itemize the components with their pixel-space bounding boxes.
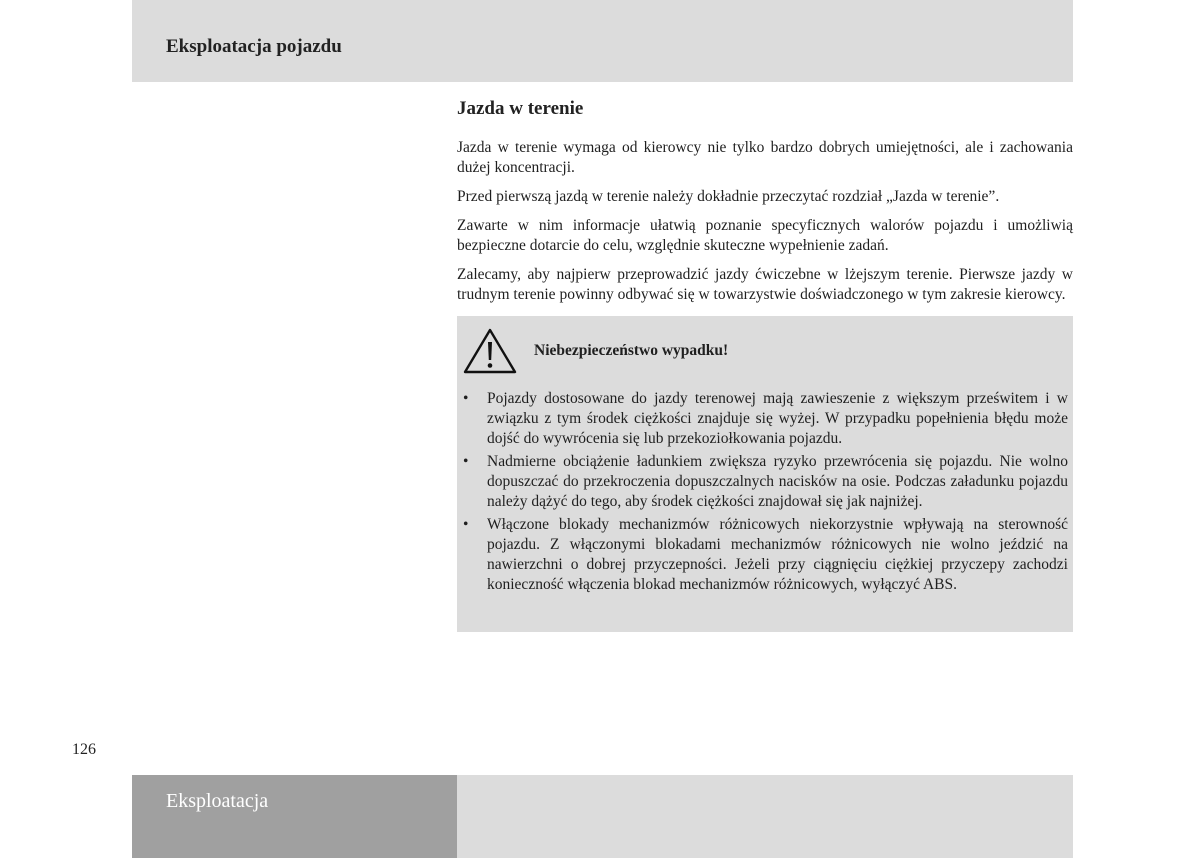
warning-box: [457, 316, 1073, 632]
paragraph: Zalecamy, aby najpierw przeprowadzić jazdy ćwiczebne w lżejszym terenie. Pierwsze jazdy w trudnym terenie powinny odbywać się w towarzystwie doświadczonego w tym zakresie kierowcy.: [457, 266, 1073, 303]
list-item: [462, 452, 1068, 512]
warning-header: [462, 326, 1068, 376]
warning-title: Niebezpieczeństwo wypadku!: [534, 342, 729, 359]
main-content: [457, 96, 1073, 632]
footer-band: [457, 775, 1073, 858]
header-title: Eksploatacja pojazdu: [166, 36, 342, 57]
list-item-text: Pojazdy dostosowane do jazdy terenowej mają zawieszenie z większym prześwitem i w związku z tym środek ciężkości znajduje się wyżej. W przypadku popełnienia błędu może dojść do wywrócenia się lub przekoziołkowania pojazdu.: [487, 390, 1068, 447]
bullet: •: [463, 390, 469, 407]
footer-section-tab: [132, 775, 457, 858]
bullet: •: [463, 453, 469, 470]
list-item: [462, 389, 1068, 449]
paragraph: Zawarte w nim informacje ułatwią poznanie specyficznych walorów pojazdu i umożliwią bezpieczne dotarcie do celu, względnie skuteczne wypełnienie zadań.: [457, 217, 1073, 254]
section-title: Jazda w terenie: [457, 98, 584, 119]
paragraph: Przed pierwszą jazdą w terenie należy dokładnie przeczytać rozdział „Jazda w terenie”.: [457, 188, 1000, 205]
footer-section-label: Eksploatacja: [166, 790, 269, 812]
paragraph: Jazda w terenie wymaga od kierowcy nie tylko bardzo dobrych umiejętności, ale i zachowania dużej koncentracji.: [457, 139, 1073, 176]
page-number: 126: [72, 741, 96, 758]
warning-list: [462, 389, 1068, 595]
bullet: •: [463, 516, 469, 533]
list-item: [462, 515, 1068, 595]
header-band: [132, 0, 1073, 82]
warning-triangle-icon: [462, 327, 518, 375]
list-item-text: Nadmierne obciążenie ładunkiem zwiększa ryzyko przewrócenia się pojazdu. Nie wolno dopuszczać do przekroczenia dopuszczalnych nacisków na osie. Podczas załadunku pojazdu należy dążyć do tego, aby środek ciężkości znajdował się jak najniżej.: [487, 453, 1068, 510]
list-item-text: Włączone blokady mechanizmów różnicowych niekorzystnie wpływają na sterowność pojazdu. Z włączonymi blokadami mechanizmów różnicowych nie wolno jeździć na nawierzchni o dobrej przyczepności. Jeżeli przy ciągnięciu ciężkiej przyczepy zachodzi konieczność włączenia blokad mechanizmów różnicowych, wyłączyć ABS.: [487, 516, 1068, 593]
